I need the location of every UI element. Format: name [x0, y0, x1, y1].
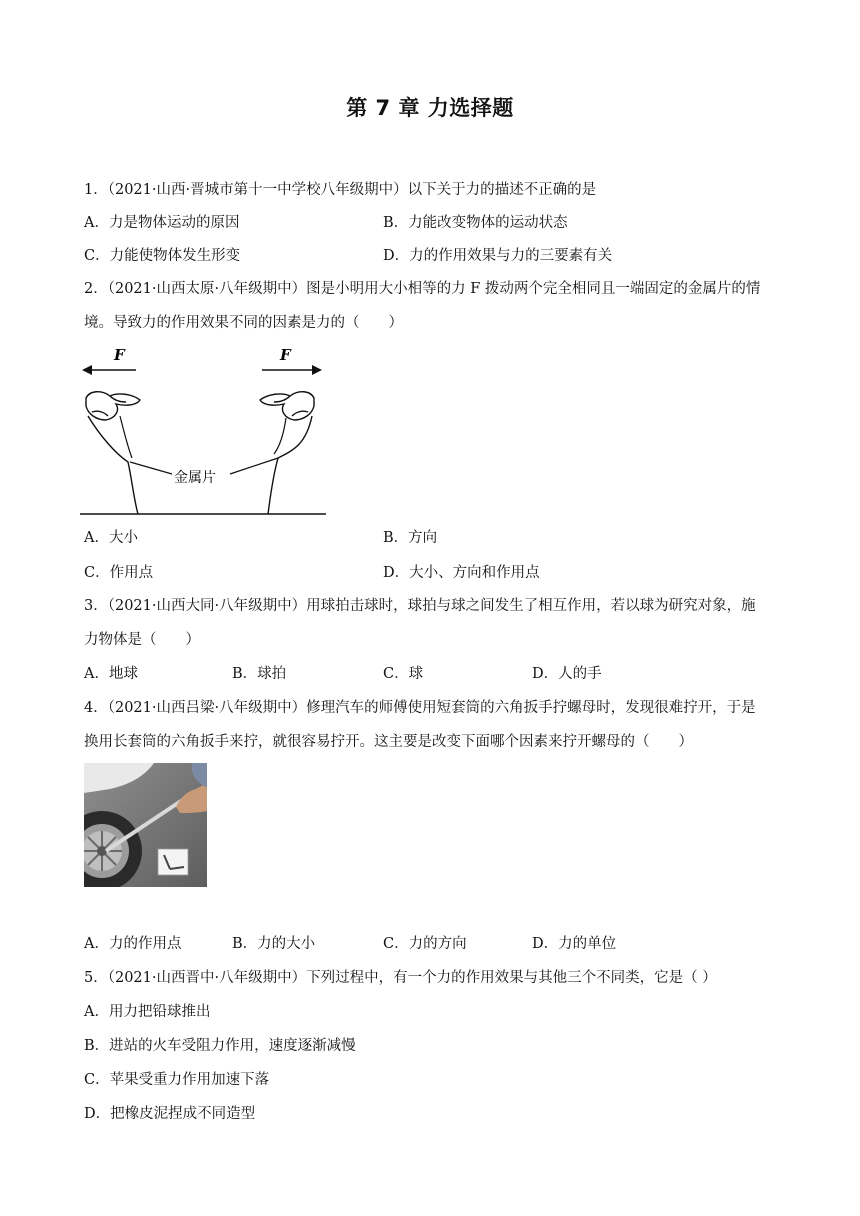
- q4-option-c[interactable]: C．力的方向: [383, 936, 467, 952]
- q4-option-a[interactable]: A．力的作用点: [84, 936, 182, 952]
- q1-option-c[interactable]: C．力能使物体发生形变: [84, 248, 241, 264]
- question-4-stem-line1: 4．（2021·山西吕梁·八年级期中）修理汽车的师傅使用短套筒的六角扳手拧螺母时，发现很难拧开，于是: [84, 700, 756, 716]
- right-metal-strip: [268, 416, 312, 514]
- q5-option-b[interactable]: B．进站的火车受阻力作用，速度逐渐减慢: [84, 1038, 356, 1054]
- q3-option-a[interactable]: A．地球: [84, 666, 138, 682]
- q1-option-b[interactable]: B．力能改变物体的运动状态: [383, 215, 568, 231]
- left-force-label: F: [114, 346, 125, 364]
- q4-option-d[interactable]: D．力的单位: [532, 936, 617, 952]
- q2-option-d[interactable]: D．大小、方向和作用点: [383, 565, 540, 581]
- q3-option-c[interactable]: C．球: [383, 666, 424, 682]
- question-4-stem-line2: 换用长套筒的六角扳手来拧，就很容易拧开。这主要是改变下面哪个因素来拧开螺母的（ ）: [84, 734, 693, 750]
- left-hand-icon: [86, 392, 140, 420]
- label-leader-right: [230, 458, 278, 474]
- wrench-photo-drawing: [84, 763, 207, 887]
- left-arrow-head: [82, 365, 92, 375]
- question-5-stem: 5．（2021·山西晋中·八年级期中）下列过程中，有一个力的作用效果与其他三个不同类，它是（ ）: [84, 970, 717, 986]
- q2-option-c[interactable]: C．作用点: [84, 565, 154, 581]
- right-force-label: F: [280, 346, 291, 364]
- q3-option-b[interactable]: B．球拍: [232, 666, 287, 682]
- page-title: 第 7 章 力选择题: [346, 96, 514, 120]
- q5-option-d[interactable]: D．把橡皮泥捏成不同造型: [84, 1106, 256, 1122]
- question-2-stem-line2: 境。导致力的作用效果不同的因素是力的（ ）: [84, 315, 403, 331]
- metal-strip-drawing: [80, 340, 330, 520]
- question-1-stem: 1．（2021·山西·晋城市第十一中学校八年级期中）以下关于力的描述不正确的是: [84, 182, 597, 198]
- label-leader-left: [130, 462, 172, 474]
- q2-option-a[interactable]: A．大小: [84, 530, 138, 546]
- question-3-stem-line2: 力物体是（ ）: [84, 632, 200, 648]
- q2-option-b[interactable]: B．方向: [383, 530, 438, 546]
- question-3-stem-line1: 3．（2021·山西大同·八年级期中）用球拍击球时，球拍与球之间发生了相互作用，若以球为研究对象，施: [84, 598, 756, 614]
- question-2-stem-line1: 2．（2021·山西太原·八年级期中）图是小明用大小相等的力 F 拨动两个完全相同且一端固定的金属片的情: [84, 281, 761, 297]
- q1-option-a[interactable]: A．力是物体运动的原因: [84, 215, 240, 231]
- q3-option-d[interactable]: D．人的手: [532, 666, 602, 682]
- left-metal-strip: [88, 416, 138, 514]
- right-arrow-head: [312, 365, 322, 375]
- q4-option-b[interactable]: B．力的大小: [232, 936, 316, 952]
- q5-option-a[interactable]: A．用力把铅球推出: [84, 1004, 211, 1020]
- right-hand-icon: [260, 392, 314, 420]
- metal-strip-label: 金属片: [174, 470, 216, 486]
- metal-strip-figure: [80, 340, 330, 520]
- q5-option-c[interactable]: C．苹果受重力作用加速下落: [84, 1072, 270, 1088]
- q1-option-d[interactable]: D．力的作用效果与力的三要素有关: [383, 248, 613, 264]
- wrench-photo: [84, 763, 207, 887]
